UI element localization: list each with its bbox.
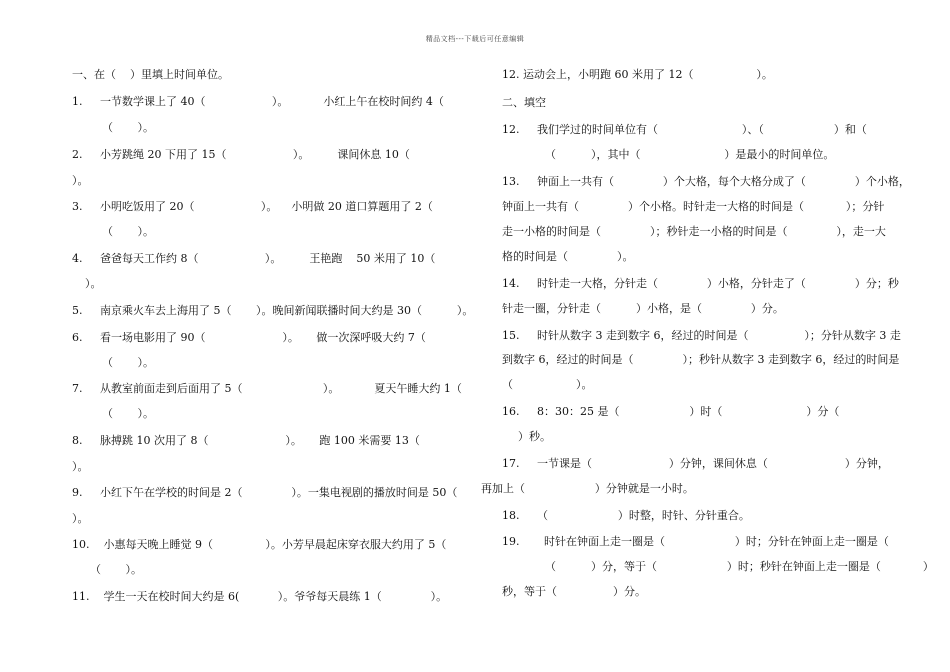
question-line: 1. 一节数学课上了 40（ ）。 小红上午在校时间约 4（: [72, 95, 444, 108]
question-line: 12. 我们学过的时间单位有（ ）、（ ）和（: [502, 123, 867, 136]
question-continuation: 秒，等于（ ）分。: [502, 585, 646, 598]
question-line: 11. 学生一天在校时间大约是 6( ）。爷爷每天晨练 1（ ）。: [72, 590, 448, 603]
question-line: 17. 一节课是（ ）分钟，课间休息（ ）分钟，: [502, 457, 889, 470]
question-continuation: （ ）。: [90, 563, 142, 576]
question-continuation: （ ）。: [502, 378, 593, 391]
question-line: 4. 爸爸每天工作约 8（ ）。 王艳跑 50 米用了 10（: [72, 252, 436, 265]
question-continuation: 格的时间是（ ）。: [502, 250, 634, 263]
question-continuation: （ ）。: [102, 407, 154, 420]
question-line: 5. 南京乘火车去上海用了 5（ ）。晚间新闻联播时间大约是 30（ ）。: [72, 304, 474, 317]
question-continuation: ）。: [72, 174, 89, 187]
question-line: 9. 小红下午在学校的时间是 2（ ）。一集电视剧的播放时间是 50（: [72, 486, 458, 499]
question-continuation: （ ）分，等于（ ）时；秒针在钟面上走一圈是（ ）: [545, 560, 934, 573]
question-continuation: （ ）。: [102, 356, 154, 369]
question-continuation: 到数字 6，经过的时间是（ ）；秒针从数字 3 走到数字 6，经过的时间是: [502, 353, 900, 366]
question-continuation: ）。: [72, 512, 89, 525]
question-continuation: （ ）。: [102, 121, 154, 134]
page-header: 精品文档---下载后可任意编辑: [425, 35, 525, 43]
question-line: 13. 钟面上一共有（ ）个大格，每个大格分成了（ ）个小格，: [502, 175, 910, 188]
question-continuation: 钟面上一共有（ ）个小格。时针走一大格的时间是（ ）；分针: [502, 200, 885, 213]
section-title: 二、填空: [502, 96, 546, 109]
question-line: 2. 小芳跳绳 20 下用了 15（ ）。 课间休息 10（: [72, 148, 410, 161]
question-line: 15. 时针从数字 3 走到数字 6，经过的时间是（ ）；分针从数字 3 走: [502, 329, 901, 342]
question-continuation: ）。: [85, 277, 102, 290]
question-line: 8. 脉搏跳 10 次用了 8（ ）。 跑 100 米需要 13（: [72, 434, 420, 447]
question-line: 7. 从教室前面走到后面用了 5（ ）。 夏天午睡大约 1（: [72, 382, 462, 395]
question-line: 16. 8：30：25 是（ ）时（ ）分（: [502, 405, 840, 418]
question-continuation: 针走一圈，分针走（ ）小格，是（ ）分。: [502, 302, 784, 315]
question-continuation: 走一小格的时间是（ ）；秒针走一小格的时间是（ ），走一大: [502, 225, 886, 238]
section-title: 一、在（ ）里填上时间单位。: [72, 68, 229, 81]
question-line: 3. 小明吃饭用了 20（ ）。 小明做 20 道口算题用了 2（: [72, 200, 433, 213]
question-line: 10. 小惠每天晚上睡觉 9（ ）。小芳早晨起床穿衣服大约用了 5（: [72, 538, 447, 551]
question-continuation: ）。: [72, 460, 89, 473]
question-line: 12. 运动会上，小明跑 60 米用了 12（ ）。: [502, 68, 773, 81]
question-continuation: 再加上（ ）分钟就是一小时。: [481, 482, 694, 495]
question-line: 18. （ ）时整，时针、分针重合。: [502, 509, 750, 522]
question-line: 6. 看一场电影用了 90（ ）。 做一次深呼吸大约 7（: [72, 331, 426, 344]
question-line: 19. 时针在钟面上走一圈是（ ）时；分针在钟面上走一圈是（: [502, 535, 889, 548]
question-continuation: （ ）。: [102, 225, 154, 238]
question-line: 14. 时针走一大格，分针走（ ）小格，分针走了（ ）分；秒: [502, 277, 899, 290]
question-continuation: （ ），其中（ ）是最小的时间单位。: [545, 148, 835, 161]
question-continuation: ）秒。: [518, 430, 551, 443]
